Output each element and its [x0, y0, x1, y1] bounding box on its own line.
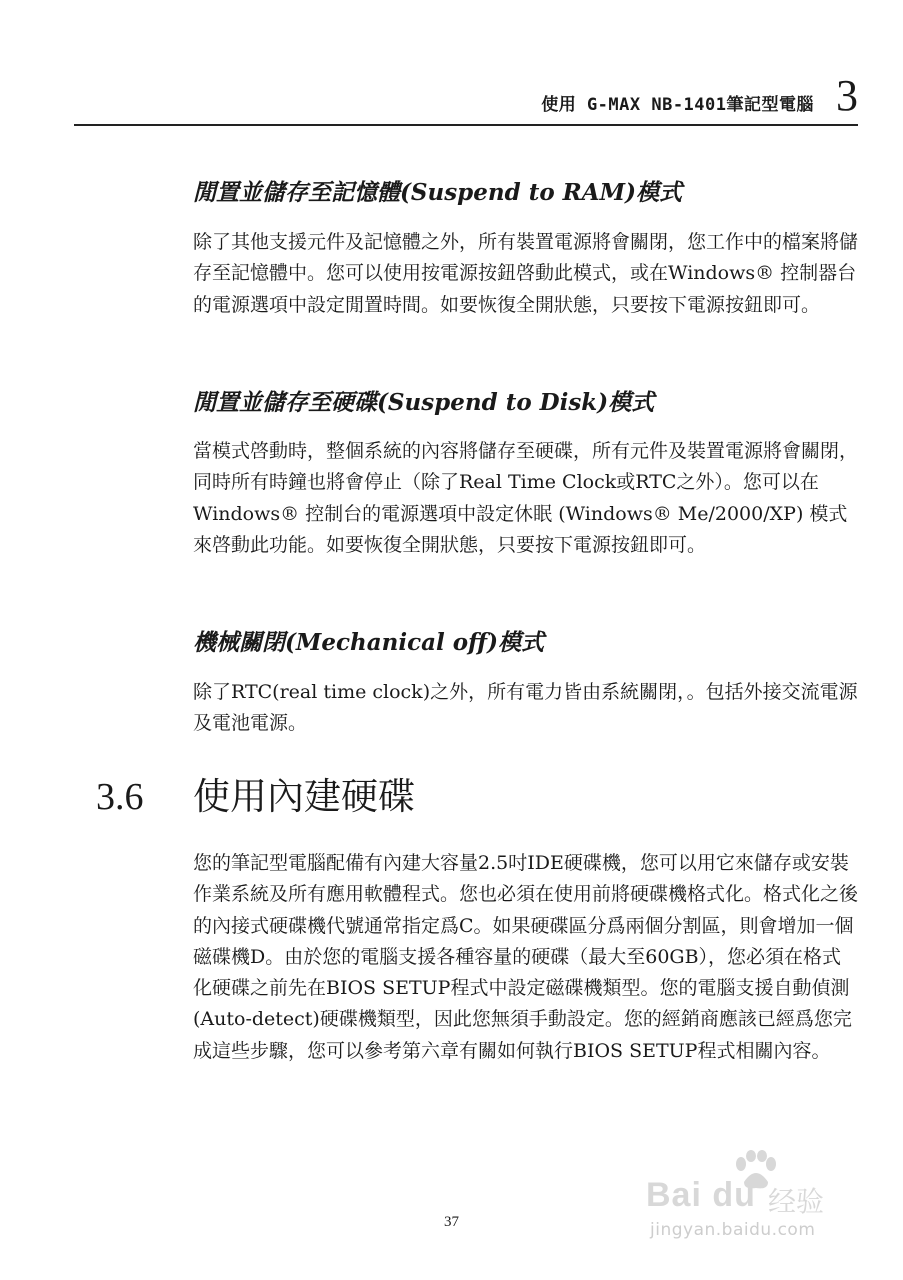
page-header: [74, 68, 858, 126]
paragraph-suspend-to-ram: 除了其他支援元件及記憶體之外，所有裝置電源將會關閉，您工作中的檔案將儲存至記憶體中。您可以使用按電源按鈕啓動此模式，或在Windows® 控制器台的電源選項中設定閒置時間。如要恢復全開狀態，只要按下電源按鈕即可。: [193, 231, 859, 316]
paragraph-builtin-hdd: 您的筆記型電腦配備有內建大容量2.5吋IDE硬碟機，您可以用它來儲存或安裝作業系統及所有應用軟體程式。您也必須在使用前將硬碟機格式化。格式化之後的內接式硬碟機代號通常指定爲C。如果硬碟區分爲兩個分割區，則會增加一個磁碟機D。由於您的電腦支援各種容量的硬碟（最大至60GB），您必須在格式化硬碟之前先在BIOS SETUP程式中設定磁碟機類型。您的電腦支援自動偵測(Auto-detect)硬碟機類型，因此您無須手動設定。您的經銷商應該已經爲您完成這些步驟，您可以參考第六章有關如何執行BIOS SETUP程式相關內容。: [193, 852, 859, 1062]
baidu-watermark: [640, 1150, 870, 1250]
watermark-brand: Bai du: [646, 1176, 756, 1214]
heading-suspend-to-disk: 閒置並儲存至硬碟(Suspend to Disk)模式: [193, 389, 655, 416]
paragraph-suspend-to-disk: 當模式啓動時，整個系統的內容將儲存至硬碟，所有元件及裝置電源將會關閉，同時所有時鐘也將會停止（除了Real Time Clock或RTC之外）。您可以在 Windows® 控制台的電源選項中設定休眠 (Windows® Me/2000/XP) 模式來啓動此功能。如要恢復全開狀態，只要按下電源按鈕即可。: [193, 440, 859, 556]
heading-suspend-to-ram: 閒置並儲存至記憶體(Suspend to RAM)模式: [193, 179, 682, 206]
header-title: 使用 G-MAX NB-1401筆記型電腦: [541, 95, 814, 115]
section-number: 3.6: [96, 776, 144, 818]
chapter-number: 3: [836, 71, 858, 120]
page-number: 37: [444, 1214, 459, 1230]
section-title: 使用內建硬碟: [193, 775, 415, 818]
watermark-url: jingyan.baidu.com: [650, 1220, 816, 1240]
heading-mechanical-off: 機械關閉(Mechanical off)模式: [193, 629, 544, 656]
watermark-brand-cn: 经验: [768, 1185, 825, 1218]
paragraph-mechanical-off: 除了RTC(real time clock)之外，所有電力皆由系統關閉，。包括外接交流電源及電池電源。: [193, 681, 858, 735]
